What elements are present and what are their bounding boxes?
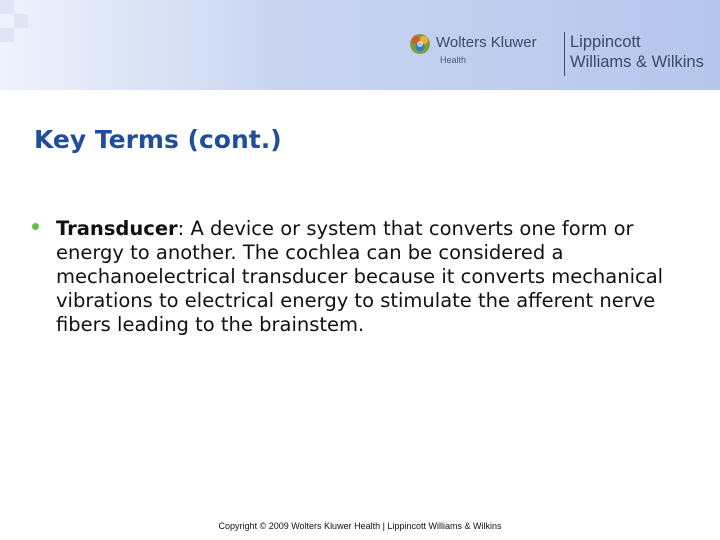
corner-tile xyxy=(0,28,14,42)
bullet-dot-icon xyxy=(32,223,39,230)
corner-tile xyxy=(0,0,14,14)
key-term: Transducer xyxy=(56,217,178,240)
slide-title: Key Terms (cont.) xyxy=(34,125,282,154)
corner-tile xyxy=(14,14,28,28)
imprint-name-line2: Williams & Wilkins xyxy=(570,53,704,71)
copyright-footer: Copyright © 2009 Wolters Kluwer Health | Lippincott Williams & Wilkins xyxy=(218,521,502,531)
term-definition: : A device or system that converts one form or energy to another. The cochlea can be considered a mechanoelectrical transducer because it converts mechanical vibrations to electrical energy to stimulate the afferent nerve fibers leading to the brainstem. xyxy=(56,217,664,336)
bullet-text xyxy=(56,217,702,337)
bullet-item xyxy=(32,217,702,337)
header-band xyxy=(0,0,720,90)
company-name: Wolters Kluwer xyxy=(436,34,537,51)
division-name: Health xyxy=(440,55,467,65)
globe-logo-icon xyxy=(408,32,432,56)
logo-divider xyxy=(564,32,565,76)
publisher-logo xyxy=(408,30,716,78)
imprint-name-line1: Lippincott xyxy=(570,33,641,51)
